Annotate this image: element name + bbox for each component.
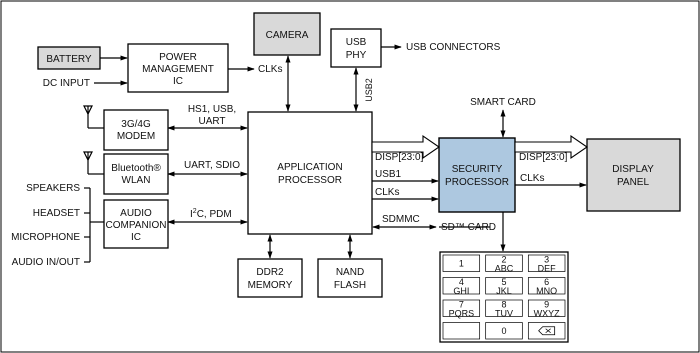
modem-block — [104, 110, 168, 150]
ap-clks-label: CLKs — [375, 187, 400, 198]
keypad-key-letters: GHI — [453, 285, 470, 296]
keypad-key-letters: ABC — [494, 263, 514, 274]
keypad — [440, 252, 568, 342]
display-panel-block — [587, 139, 680, 211]
app-proc-label-2: PROCESSOR — [278, 175, 342, 186]
modem-label-2: MODEM — [116, 131, 156, 142]
usb1-label: USB1 — [375, 169, 402, 180]
smart-card-label: SMART CARD — [470, 97, 536, 108]
bt-wlan-label-1: Bluetooth® — [111, 163, 161, 174]
pmic-label-3: IC — [173, 76, 183, 87]
app-proc-label-1: APPLICATION — [277, 162, 343, 173]
dc-input-label: DC INPUT — [42, 78, 90, 89]
keypad-key-digit: 8 — [501, 299, 507, 310]
sd-card-label: SD™ CARD — [441, 222, 497, 233]
usb-phy-block — [331, 29, 381, 67]
keypad-key-digit: 0 — [501, 325, 507, 336]
pmic-label-2: MANAGEMENT — [142, 64, 214, 75]
audio-if-sup: 2 — [192, 208, 197, 215]
pmic-label-1: POWER — [159, 52, 197, 63]
audio-if-label — [190, 208, 232, 220]
usb-phy-label-2: PHY — [345, 50, 367, 61]
headset-label: HEADSET — [32, 208, 80, 219]
audio-io-label: AUDIO IN/OUT — [11, 257, 80, 268]
keypad-key-digit: 7 — [458, 299, 464, 310]
keypad-key-letters: TUV — [495, 308, 513, 319]
audio-if-prefix: I — [190, 209, 193, 220]
sdmmc-label: SDMMC — [382, 214, 420, 225]
disp-in-label: DISP[23:0] — [375, 152, 424, 163]
audio-label-3: IC — [131, 232, 141, 243]
ddr2-label-1: DDR2 — [256, 267, 284, 278]
camera-block — [254, 13, 320, 55]
microphone-label: MICROPHONE — [11, 232, 80, 243]
ddr2-memory-block — [238, 259, 302, 297]
keypad-key-letters: PQRS — [448, 308, 475, 319]
disp-clks-label: CLKs — [520, 173, 545, 184]
usb2-label: USB2 — [364, 78, 374, 102]
modem-if-label-1: HS1, USB, — [187, 104, 237, 115]
keypad-key-letters: JKL — [496, 285, 512, 296]
usb-connectors-label: USB CONNECTORS — [406, 42, 501, 53]
usb-phy-label-1: USB — [345, 37, 367, 48]
pmic-clks-label: CLKs — [258, 64, 283, 75]
security-label-2: PROCESSOR — [445, 177, 509, 188]
pmic-block — [128, 44, 228, 92]
nand-label-2: FLASH — [333, 280, 367, 291]
keypad-key-digit: 5 — [501, 276, 507, 287]
keypad-key-digit: 4 — [458, 276, 464, 287]
bt-wlan-block — [104, 154, 168, 194]
audio-if-suffix: C, PDM — [196, 209, 232, 220]
keypad-key-letters: DEF — [537, 263, 556, 274]
keypad-key-digit: 3 — [544, 254, 550, 265]
keypad-key-digit: 1 — [458, 258, 464, 269]
display-label-1: DISPLAY — [612, 164, 654, 175]
battery-label: BATTERY — [46, 54, 92, 65]
disp-out-label: DISP[23:0] — [519, 152, 568, 163]
keypad-key-digit: 6 — [544, 276, 550, 287]
bt-wlan-label-2: WLAN — [121, 175, 151, 186]
audio-label-1: AUDIO — [120, 208, 152, 219]
audio-companion-block — [104, 200, 168, 248]
camera-label: CAMERA — [265, 30, 309, 41]
keypad-key-letters: MNO — [536, 285, 558, 296]
keypad-key-letters: WXYZ — [533, 308, 560, 319]
display-label-2: PANEL — [616, 177, 650, 188]
security-label-1: SECURITY — [451, 164, 503, 175]
audio-io-bus — [84, 188, 104, 262]
bt-antenna-icon — [84, 152, 104, 174]
keypad-key — [528, 323, 565, 340]
speakers-label: SPEAKERS — [26, 183, 80, 194]
keypad-key — [443, 323, 480, 340]
nand-flash-block — [318, 259, 382, 297]
battery-block — [38, 47, 100, 69]
modem-label-1: 3G/4G — [121, 119, 151, 130]
audio-label-2: COMPANION — [105, 220, 167, 231]
keypad-key-digit: 2 — [501, 254, 507, 265]
modem-if-label-2: UART — [198, 116, 226, 127]
bt-if-label: UART, SDIO — [184, 160, 240, 171]
security-processor-block — [439, 138, 515, 212]
ddr2-label-2: MEMORY — [247, 280, 293, 291]
application-processor-block — [248, 112, 372, 234]
modem-antenna-icon — [84, 106, 104, 128]
keypad-key-digit: 9 — [544, 299, 550, 310]
nand-label-1: NAND — [335, 267, 365, 278]
